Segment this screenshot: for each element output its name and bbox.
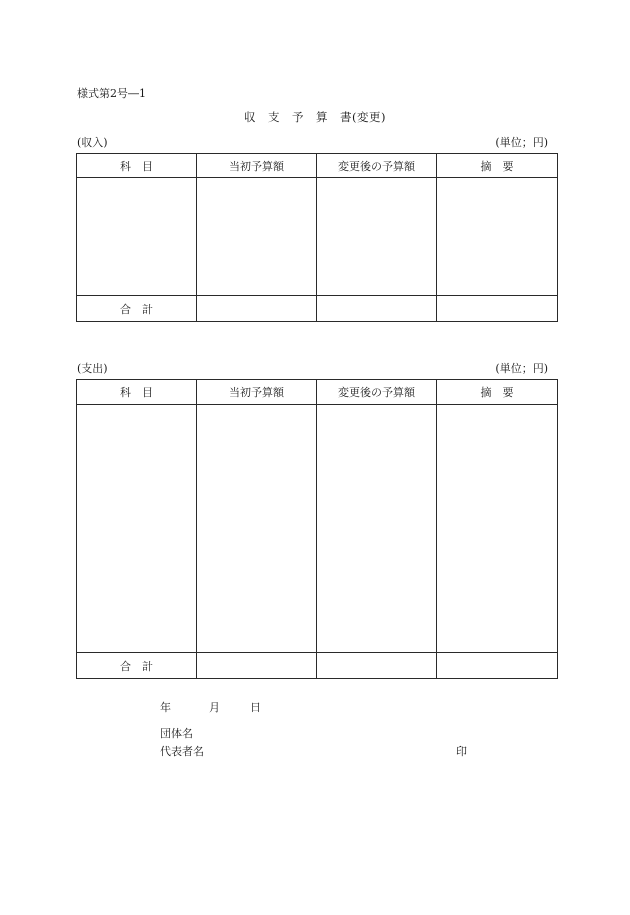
income-remarks-cell[interactable] — [437, 178, 558, 296]
income-body-row — [77, 178, 558, 296]
income-header-remarks: 摘 要 — [437, 154, 558, 178]
income-header-initial-budget: 当初予算額 — [197, 154, 317, 178]
income-total-remarks-cell[interactable] — [437, 296, 558, 322]
income-total-initial-cell[interactable] — [197, 296, 317, 322]
income-item-cell[interactable] — [77, 178, 197, 296]
expense-revised-budget-cell[interactable] — [317, 405, 437, 653]
income-header-revised-budget: 変更後の予算額 — [317, 154, 437, 178]
representative-name-label: 代表者名 — [160, 745, 204, 758]
date-line — [160, 702, 261, 713]
income-table — [76, 153, 558, 322]
expense-header-initial-budget: 当初予算額 — [197, 380, 317, 405]
income-total-revised-cell[interactable] — [317, 296, 437, 322]
form-number: 様式第2号―1 — [77, 87, 146, 100]
day-label: 日 — [250, 701, 261, 714]
document-title: 収 支 予 算 書(変更) — [244, 110, 386, 124]
expense-remarks-cell[interactable] — [437, 405, 558, 653]
expense-body-row — [77, 405, 558, 653]
income-section-label: (収入) — [77, 136, 108, 149]
expense-total-revised-cell[interactable] — [317, 653, 437, 679]
income-total-row — [77, 296, 558, 322]
organization-name-label: 団体名 — [160, 727, 193, 740]
expense-unit-label: (単位；円) — [495, 362, 548, 375]
income-unit-label: (単位；円) — [495, 136, 548, 149]
expense-item-cell[interactable] — [77, 405, 197, 653]
expense-total-label: 合 計 — [77, 653, 197, 679]
income-total-label: 合 計 — [77, 296, 197, 322]
expense-header-row — [77, 380, 558, 405]
expense-header-item: 科 目 — [77, 380, 197, 405]
income-header-row — [77, 154, 558, 178]
expense-table — [76, 379, 558, 679]
income-header-item: 科 目 — [77, 154, 197, 178]
income-initial-budget-cell[interactable] — [197, 178, 317, 296]
income-revised-budget-cell[interactable] — [317, 178, 437, 296]
seal-label: 印 — [456, 745, 467, 758]
expense-total-row — [77, 653, 558, 679]
year-label: 年 — [160, 701, 171, 714]
expense-section-label: (支出) — [77, 362, 108, 375]
expense-header-remarks: 摘 要 — [437, 380, 558, 405]
expense-total-initial-cell[interactable] — [197, 653, 317, 679]
expense-header-revised-budget: 変更後の予算額 — [317, 380, 437, 405]
month-label: 月 — [209, 701, 220, 714]
expense-total-remarks-cell[interactable] — [437, 653, 558, 679]
expense-initial-budget-cell[interactable] — [197, 405, 317, 653]
